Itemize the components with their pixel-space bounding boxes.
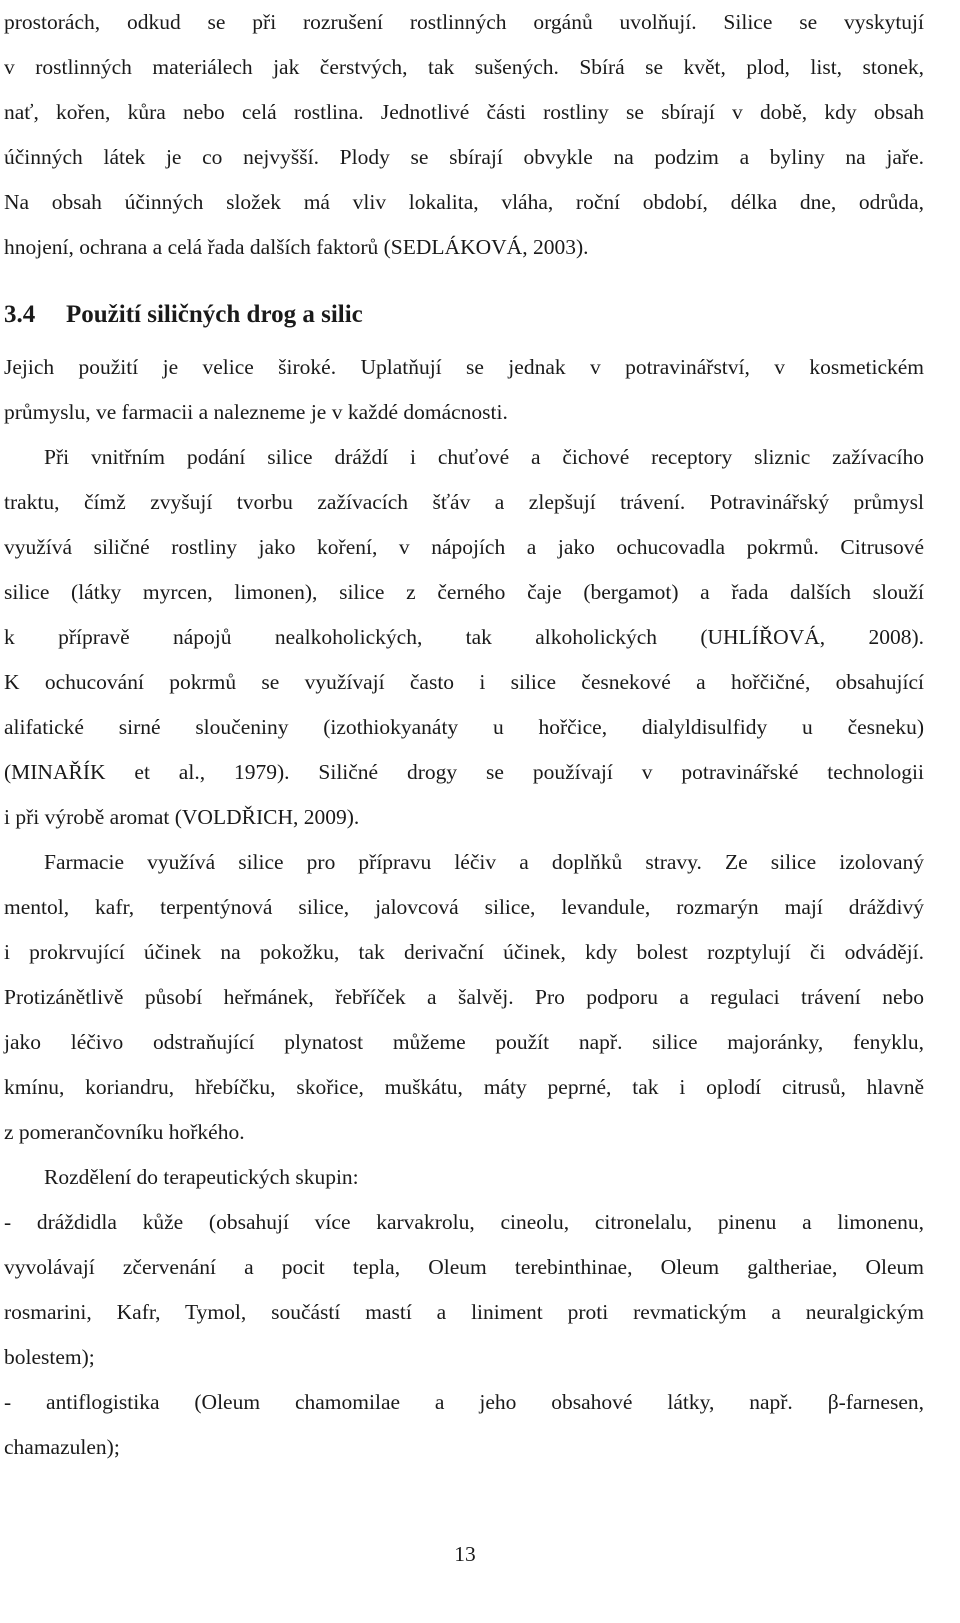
page-number: 13 [454,1542,476,1566]
intro-paragraph [4,0,924,270]
text-line: mentol, kafr, terpentýnová silice, jalovcová silice, levandule, rozmarýn mají dráždivý [4,895,924,919]
text-line: Rozdělení do terapeutických skupin: [44,1165,359,1189]
text-line: prostorách, odkud se při rozrušení rostlinných orgánů uvolňují. Silice se vyskytují [4,10,924,34]
text-line: k přípravě nápojů nealkoholických, tak alkoholických (UHLÍŘOVÁ, 2008). [4,625,924,649]
text-line: vyvolávají zčervenání a pocit tepla, Oleum terebinthinae, Oleum galtheriae, Oleum [4,1255,924,1279]
text-line: jako léčivo odstraňující plynatost můžeme použít např. silice majoránky, fenyklu, [4,1030,924,1054]
text-line: kmínu, koriandru, hřebíčku, skořice, muškátu, máty peprné, tak i oplodí citrusů, hlavně [4,1075,924,1099]
text-line: Protizánětlivě působí heřmánek, řebříček a šalvěj. Pro podporu a regulaci trávení nebo [4,985,924,1009]
text-line: i prokrvující účinek na pokožku, tak derivační účinek, kdy bolest rozptylují či odvádějí. [4,940,924,964]
text-line: - dráždidla kůže (obsahují více karvakrolu, cineolu, citronelalu, pinenu a limonenu, [4,1210,924,1234]
list-item [4,1380,924,1470]
text-line: v rostlinných materiálech jak čerstvých, tak sušených. Sbírá se květ, plod, list, stonek, [4,55,924,79]
section-number: 3.4 [4,301,36,328]
text-line: i při výrobě aromat (VOLDŘICH, 2009). [4,805,360,829]
paragraph-usage [4,345,924,435]
text-line: traktu, čímž zvyšují tvorbu zažívacích šťáv a zlepšují trávení. Potravinářský průmysl [4,490,924,514]
text-line: - antiflogistika (Oleum chamomilae a jeho obsahové látky, např. β-farnesen, [4,1390,924,1414]
document-page [4,0,924,1470]
text-line: nať, kořen, kůra nebo celá rostlina. Jednotlivé části rostliny se sbírají v době, kdy obsah [4,100,924,124]
list-item [4,1200,924,1380]
text-line: průmyslu, ve farmacii a nalezneme je v každé domácnosti. [4,400,508,424]
text-line: Při vnitřním podání silice dráždí i chuťové a čichové receptory sliznic zažívacího [44,445,924,469]
text-line: K ochucování pokrmů se využívají často i silice česnekové a hořčičné, obsahující [4,670,924,694]
text-line: silice (látky myrcen, limonen), silice z černého čaje (bergamot) a řada dalších slouží [4,580,924,604]
text-line: chamazulen); [4,1435,120,1459]
text-line: Jejich použití je velice široké. Uplatňují se jednak v potravinářství, v kosmetickém [4,355,924,379]
text-line: alifatické sirné sloučeniny (izothiokyanáty u hořčice, dialyldisulfidy u česneku) [4,715,924,739]
section-title: Použití siličných drog a silic [66,301,363,328]
paragraph-groups [4,1155,924,1200]
paragraph-internal-use [4,435,924,840]
paragraph-pharmacy [4,840,924,1155]
text-line: Farmacie využívá silice pro přípravu léčiv a doplňků stravy. Ze silice izolovaný [44,850,924,874]
text-line: účinných látek je co nejvyšší. Plody se sbírají obvykle na podzim a byliny na jaře. [4,145,924,169]
section-heading [4,292,924,337]
text-line: hnojení, ochrana a celá řada dalších faktorů (SEDLÁKOVÁ, 2003). [4,235,589,259]
text-line: využívá siličné rostliny jako koření, v nápojích a jako ochucovadla pokrmů. Citrusové [4,535,924,559]
text-line: bolestem); [4,1345,95,1369]
text-line: z pomerančovníku hořkého. [4,1120,245,1144]
text-line: Na obsah účinných složek má vliv lokalita, vláha, roční období, délka dne, odrůda, [4,190,924,214]
text-line: rosmarini, Kafr, Tymol, součástí mastí a liniment proti revmatickým a neuralgickým [4,1300,924,1324]
text-line: (MINAŘÍK et al., 1979). Siličné drogy se používají v potravinářské technologii [4,760,924,784]
